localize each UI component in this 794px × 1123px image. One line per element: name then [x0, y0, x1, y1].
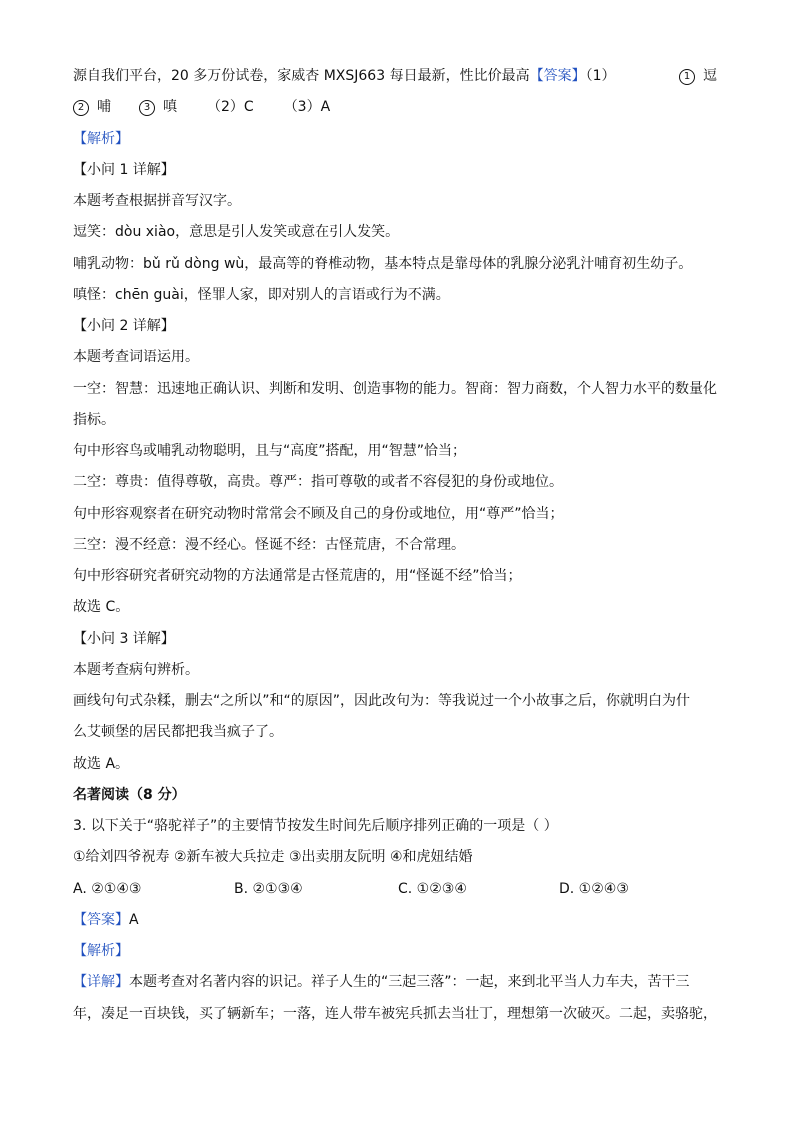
answer-line-q3	[73, 910, 744, 930]
paragraph: 嗔怪：chēn guài，怪罪人家，即对别人的言语或行为不满。	[73, 287, 450, 303]
circle-number-3: 3	[139, 100, 155, 116]
answer-value: A	[129, 912, 139, 928]
paragraph: 画线句句式杂糅，删去“之所以”和“的原因”，因此改句为：等我说过一个小故事之后，你就明白为什	[73, 693, 691, 709]
paragraph: 本题考查病句辨析。	[73, 662, 199, 678]
paragraph: 句中形容观察者在研究动物时常常会不顾及自己的身份或地位，用“尊严”恰当；	[73, 506, 564, 522]
option-d: D. ①②④③	[559, 881, 629, 897]
paragraph: 本题考查词语运用。	[73, 349, 199, 365]
analysis-heading: 【解析】	[73, 131, 129, 147]
circle-number-2: 2	[73, 100, 89, 116]
paragraph: 本题考查根据拼音写汉字。	[73, 193, 241, 209]
detail-text: 本题考查对名著内容的识记。祥子人生的“三起三落”：一起，来到北平当人力车夫，苦干三	[129, 974, 690, 990]
answer-q2: （2）C	[207, 99, 254, 115]
answer-word-3: 嗔	[163, 99, 177, 115]
question-1-label: （1）	[585, 68, 616, 84]
paragraph: 二空：尊贵：值得尊敬，高贵。尊严：指可尊敬的或者不容侵犯的身份或地位。	[73, 474, 563, 490]
paragraph: 句中形容研究者研究动物的方法通常是古怪荒唐的，用“怪诞不经”恰当；	[73, 568, 522, 584]
paragraph: 指标。	[73, 412, 115, 428]
paragraph: 年，凑足一百块钱，买了辆新车；一落，连人带车被宪兵抓去当壮丁，理想第一次破灭。二起，卖骆驼，	[73, 1006, 717, 1022]
question-3-items: ①给刘四爷祝寿 ②新车被大兵拉走 ③出卖朋友阮明 ④和虎妞结婚	[73, 849, 473, 865]
subq2-heading: 【小问 2 详解】	[73, 318, 175, 334]
paragraph: 逗笑：dòu xiào，意思是引人发笑或意在引人发笑。	[73, 224, 400, 240]
detail-label: 【详解】	[73, 974, 129, 990]
detail-paragraph	[73, 972, 744, 992]
circle-number-1: 1	[679, 69, 695, 85]
paragraph: 故选 C。	[73, 599, 130, 615]
analysis-heading: 【解析】	[73, 943, 129, 959]
answer-word-2: 哺	[97, 99, 111, 115]
section-heading: 名著阅读（8 分）	[73, 787, 186, 803]
question-3-stem: 3. 以下关于“骆驼祥子”的主要情节按发生时间先后顺序排列正确的一项是（ ）	[73, 818, 558, 834]
answer-line-1	[73, 66, 744, 86]
paragraph: 故选 A。	[73, 756, 130, 772]
paragraph: 句中形容鸟或哺乳动物聪明，且与“高度”搭配，用“智慧”恰当；	[73, 443, 467, 459]
source-text: 源自我们平台，20 多万份试卷，家威杏 MXSJ663 每日最新，性比价最高	[73, 68, 530, 84]
option-b: B. ②①③④	[234, 881, 303, 897]
subq3-heading: 【小问 3 详解】	[73, 631, 175, 647]
paragraph: 三空：漫不经意：漫不经心。怪诞不经：古怪荒唐，不合常理。	[73, 537, 465, 553]
answer-label: 【答案】	[73, 912, 129, 928]
subq1-heading: 【小问 1 详解】	[73, 162, 175, 178]
answer-line-2	[73, 97, 744, 117]
option-a: A. ②①④③	[73, 881, 142, 897]
answer-q3: （3）A	[283, 99, 331, 115]
option-c: C. ①②③④	[398, 881, 467, 897]
paragraph: 一空：智慧：迅速地正确认识、判断和发明、创造事物的能力。智商：智力商数，个人智力水平的数量化	[73, 381, 717, 397]
paragraph: 么艾顿堡的居民都把我当疯子了。	[73, 724, 283, 740]
answer-word-1: 逗	[703, 68, 717, 84]
paragraph: 哺乳动物：bǔ rǔ dòng wù，最高等的脊椎动物，基本特点是靠母体的乳腺分泌乳汁哺育初生幼子。	[73, 256, 693, 272]
answer-label: 【答案】	[529, 68, 586, 84]
